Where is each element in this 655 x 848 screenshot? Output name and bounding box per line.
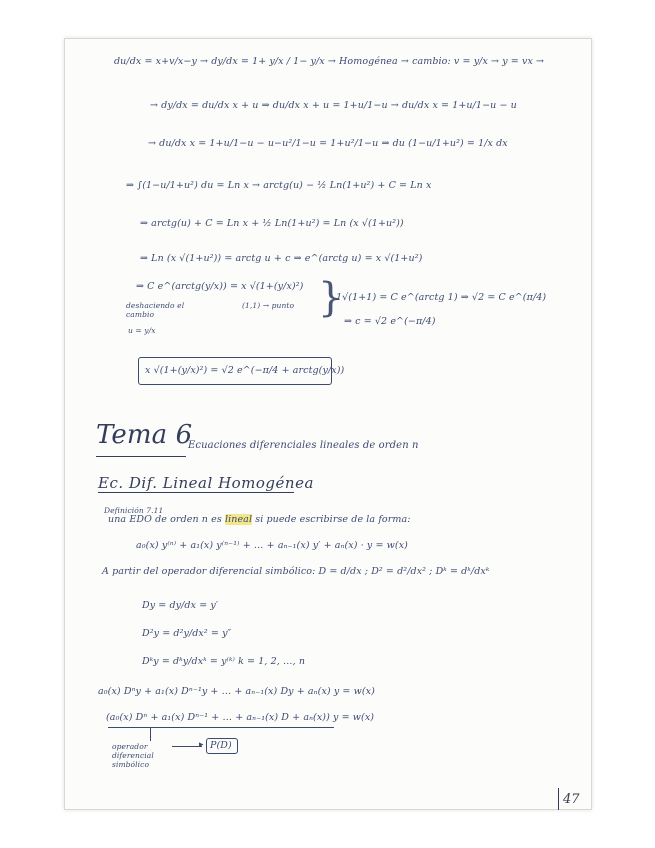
undo-change-note: deshaciendo el cambio <box>126 301 185 319</box>
final-solution: x √(1+(y/x)²) = √2 e^(−π/4 + arctg(y/x)) <box>145 365 345 376</box>
page-number-mark <box>558 788 559 810</box>
page-number: 47 <box>563 792 580 807</box>
arrow-head-icon: ▸ <box>199 740 204 750</box>
operator-form-1: a₀(x) Dⁿy + a₁(x) Dⁿ⁻¹y + … + aₙ₋₁(x) Dy + aₙ(x) y = w(x) <box>98 686 375 697</box>
tema-title: Tema 6 <box>96 420 193 450</box>
derivation-line-1: du/dx = x+v/x−y → dy/dx = 1+ y/x / 1− y/x → Homogénea → cambio: v = y/x → y = vx → <box>114 56 545 67</box>
derivation-line-2: → dy/dx = du/dx x + u ⇒ du/dx x + u = 1+u/1−u → du/dx x = 1+u/1−u − u <box>150 100 517 111</box>
operator-symbol-box <box>206 738 238 754</box>
operator-pointer <box>150 727 151 741</box>
derivation-line-6: ⇒ Ln (x √(1+u²)) = arctg u + c ⇒ e^(arctg u) = x √(1+u²) <box>140 253 423 264</box>
tema-underline <box>96 456 186 457</box>
definition-text-before: una EDO de orden n es <box>108 514 222 525</box>
derivation-line-5: ⇒ arctg(u) + C = Ln x + ½ Ln(1+u²) = Ln (x √(1+u²)) <box>140 218 404 229</box>
operator-form-2: (a₀(x) Dⁿ + a₁(x) Dⁿ⁻¹ + … + aₙ₋₁(x) D + aₙ(x)) y = w(x) <box>106 712 375 723</box>
general-linear-form: a₀(x) y⁽ⁿ⁾ + a₁(x) y⁽ⁿ⁻¹⁾ + … + aₙ₋₁(x) y′ + aₙ(x) · y = w(x) <box>136 540 408 551</box>
operator-line-3: Dᵏy = dᵏy/dxᵏ = y⁽ᵏ⁾ k = 1, 2, …, n <box>142 656 306 667</box>
derivation-line-3: → du/dx x = 1+u/1−u − u−u²/1−u = 1+u²/1−u ⇒ du (1−u/1+u²) = 1/x dx <box>148 138 508 149</box>
derivation-line-4: ⇒ ∫(1−u/1+u²) du = Ln x → arctg(u) − ½ Ln(1+u²) + C = Ln x <box>126 180 432 191</box>
operator-intro: A partir del operador diferencial simbólico: D = d/dx ; D² = d²/dx² ; Dᵏ = dᵏ/dxᵏ <box>102 566 490 577</box>
operator-symbol: P(D) <box>210 740 232 751</box>
section-underline <box>98 492 294 493</box>
arrow-shaft <box>172 746 202 747</box>
operator-annotation: operador diferencial simbólico <box>112 742 154 769</box>
definition-highlight: lineal <box>224 514 253 525</box>
operator-line-1: Dy = dy/dx = y′ <box>142 600 219 611</box>
constant-value: ⇒ c = √2 e^(−π/4) <box>344 316 436 327</box>
tema-subtitle: Ecuaciones diferenciales lineales de orden n <box>188 440 419 451</box>
point-condition: (1,1) → punto <box>242 301 295 310</box>
definition-text-after: si puede escribirse de la forma: <box>255 514 411 525</box>
derivation-line-7: ⇒ C e^(arctg(y/x)) = x √(1+(y/x)²) <box>136 281 304 292</box>
operator-underbrace <box>108 727 334 728</box>
final-solution-box <box>138 357 345 385</box>
substitution-note: u = y/x <box>128 326 156 335</box>
definition-label: Definición 7.11 <box>104 506 164 515</box>
brace: } <box>318 275 344 321</box>
definition-text <box>108 514 411 525</box>
constant-equation: 1√(1+1) = C e^(arctg 1) ⇒ √2 = C e^(π/4) <box>336 292 547 303</box>
operator-line-2: D²y = d²y/dx² = y″ <box>142 628 232 639</box>
section-title: Ec. Dif. Lineal Homogénea <box>98 474 314 492</box>
